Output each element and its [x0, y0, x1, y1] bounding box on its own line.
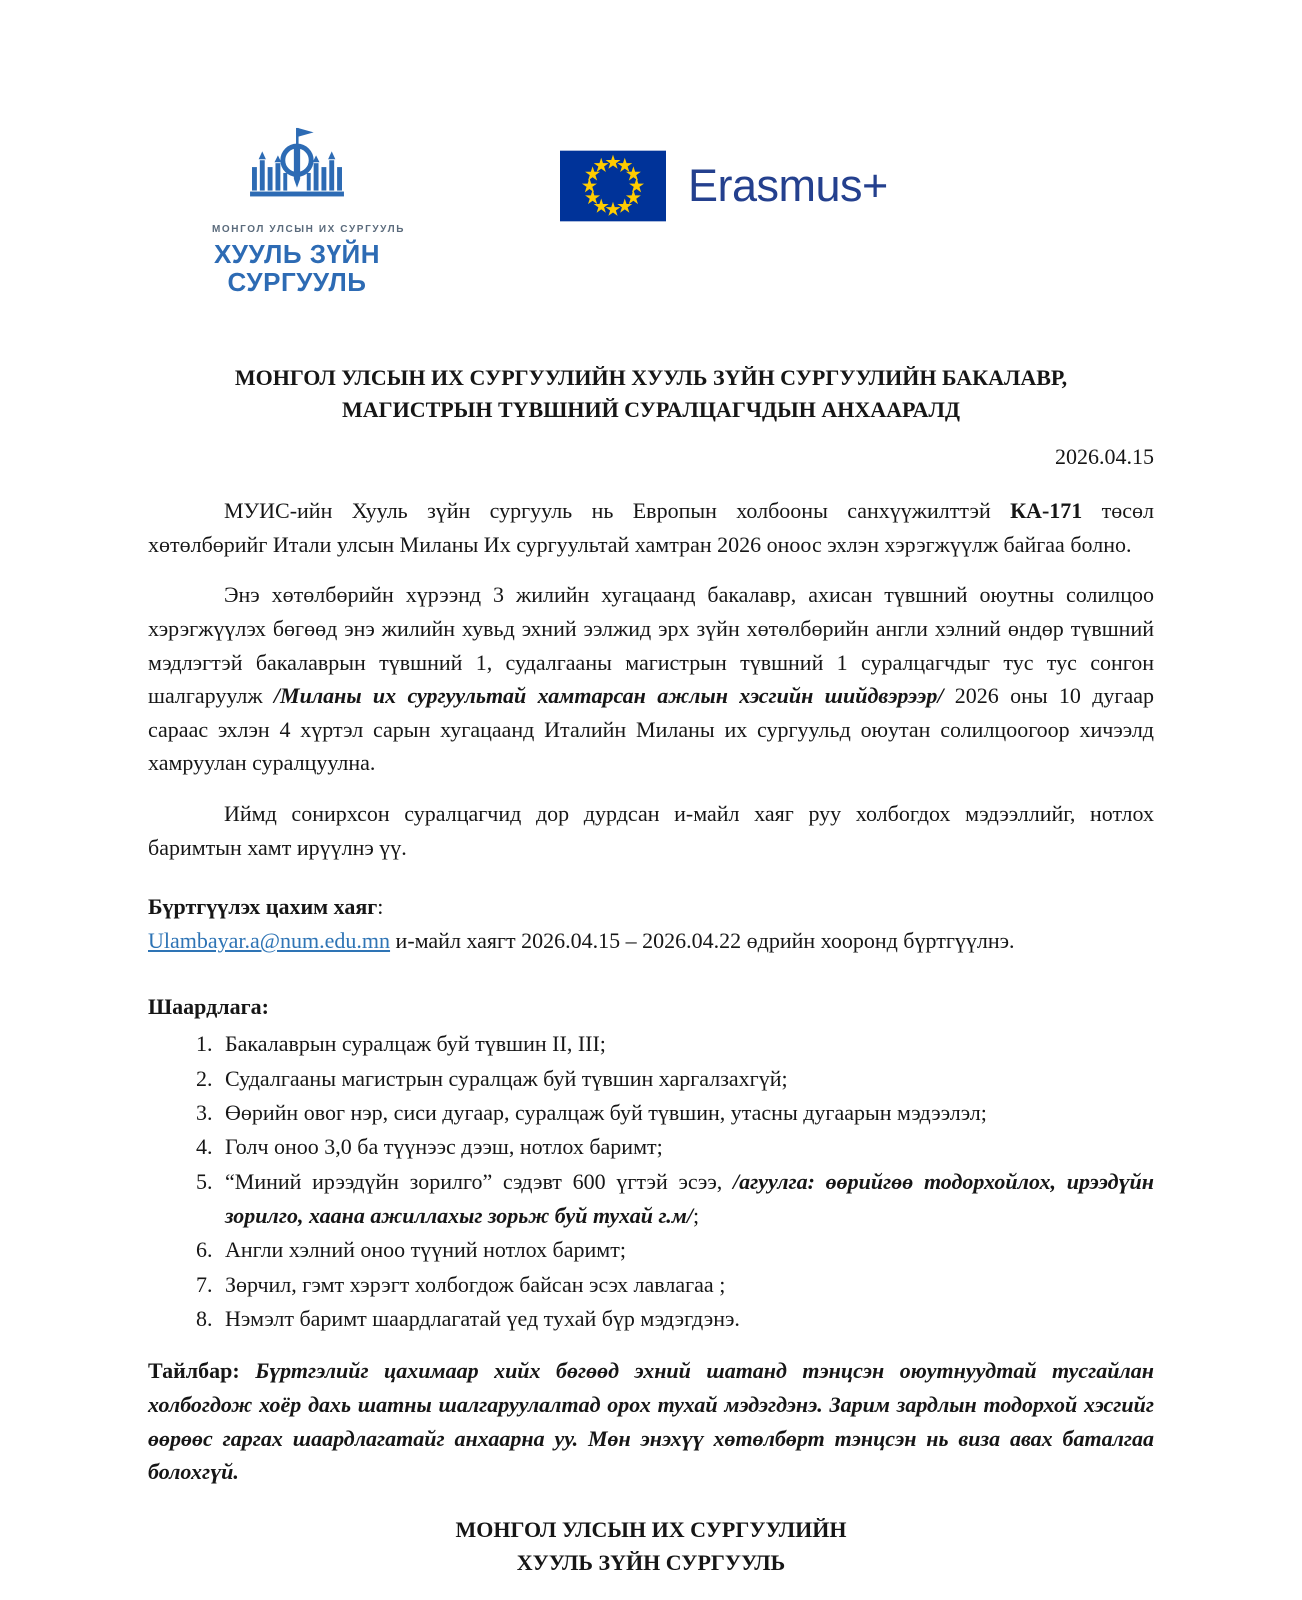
- note-paragraph: [148, 1354, 1154, 1489]
- requirement-item: [218, 1027, 1154, 1061]
- requirement-item: [218, 1302, 1154, 1336]
- document-title-line2: МАГИСТРЫН ТҮВШНИЙ СУРАЛЦАГЧДЫН АНХААРАЛД: [341, 397, 961, 423]
- registration-email-link[interactable]: Ulambayar.a@num.edu.mn: [148, 928, 391, 954]
- requirement-item-text: Нэмэлт баримт шаардлагатай үед тухай бүр мэдэгдэнэ.: [225, 1305, 740, 1331]
- erasmus-plus-logo: [560, 150, 888, 222]
- requirement-item-text: Зөрчил, гэмт хэрэгт холбогдож байсан эсэх лавлагаа ;: [225, 1271, 726, 1297]
- program-code: КА-171: [1010, 497, 1083, 523]
- registration-heading: [148, 890, 1154, 924]
- num-university-crest-icon: [238, 126, 356, 216]
- num-logo-line2: ХУУЛЬ ЗҮЙН: [213, 239, 381, 270]
- note-label: Тайлбар:: [148, 1358, 240, 1384]
- requirement-item-text: Судалгааны магистрын суралцаж буй түвшин харгалзахгүй;: [225, 1065, 788, 1091]
- num-logo-line1: МОНГОЛ УЛСЫН ИХ СУРГУУЛЬ: [212, 224, 406, 235]
- requirement-item: [218, 1130, 1154, 1164]
- document-title: [148, 362, 1154, 426]
- requirement-item-italic-text: /агуулга: өөрийгөө тодорхойлох, ирээдүйн зорилго, хаана ажиллахыг зорьж буй тухай г.м/: [225, 1168, 1154, 1228]
- erasmus-plus-wordmark: Erasmus+: [688, 159, 888, 211]
- paragraph-program-text: Энэ хөтөлбөрийн хүрээнд 3 жилийн хугацаанд бакалавр, ахисан түвшний оюутны солилцоо хэрэгжүүлэх бөгөөд энэ жилийн хувьд эхний ээлжид эрх зүйн хөтөлбөрийн англи хэлний өндөр түвшний мэдлэгтэй бакалаврын түвшний 1, судалгааны магистрын түвшний 1 суралцагчдыг тус тус сонгон шалгаруулж: [148, 582, 1154, 709]
- logos-row: [148, 126, 1154, 296]
- requirement-item: [218, 1233, 1154, 1267]
- paragraph-intro-text: МУИС-ийн Хууль зүйн сургууль нь Европын холбооны санхүүжилттэй: [224, 497, 1011, 523]
- requirement-item-text: Бакалаврын суралцаж буй түвшин II, III;: [225, 1031, 606, 1057]
- paragraph-program-details: [148, 578, 1154, 780]
- eu-flag-icon: [560, 150, 666, 222]
- registration-heading-label: Бүртгүүлэх цахим хаяг: [148, 894, 378, 920]
- footer-line2: ХУУЛЬ ЗҮЙН СУРГУУЛЬ: [516, 1549, 786, 1575]
- requirement-item: [218, 1165, 1154, 1234]
- requirement-item-text: ;: [693, 1202, 700, 1228]
- num-logo-line3: СУРГУУЛЬ: [227, 267, 367, 298]
- paragraph-program-text-after: 2026 оны 10 дугаар сараас эхлэн 4 хүртэл сарын хугацаанд Италийн Миланы их сургуульд оюутан солилцоогоор хичээлд хамруулан суралцуулна.: [148, 683, 1154, 776]
- requirement-item-text: Голч оноо 3,0 ба түүнээс дээш, нотлох баримт;: [225, 1134, 663, 1160]
- requirement-item-text: Өөрийн овог нэр, сиси дугаар, суралцаж буй түвшин, утасны дугаарын мэдээлэл;: [225, 1100, 987, 1126]
- requirement-item: [218, 1062, 1154, 1096]
- requirement-item: [218, 1096, 1154, 1130]
- paragraph-intro-text-after: төсөл хөтөлбөрийг Итали улсын Миланы Их сургуультай хамтран 2026 оноос эхлэн хэрэгжүүлж байгаа болно.: [148, 497, 1155, 557]
- working-group-decision-note: /Миланы их сургуультай хамтарсан ажлын хэсгийн шийдвэрээр/: [273, 683, 944, 709]
- registration-heading-colon: :: [377, 894, 384, 920]
- requirements-list: [148, 1027, 1154, 1336]
- paragraph-intro: [148, 494, 1154, 561]
- document-title-line1: МОНГОЛ УЛСЫН ИХ СУРГУУЛИЙН ХУУЛЬ ЗҮЙН СУРГУУЛИЙН БАКАЛАВР,: [234, 365, 1068, 391]
- document-date: 2026.04.15: [1055, 444, 1154, 470]
- requirement-item-text: “Миний ирээдүйн зорилго” сэдэвт 600 үгтэй эсээ,: [225, 1168, 734, 1194]
- requirements-heading: Шаардлага:: [148, 993, 269, 1019]
- footer-line1: МОНГОЛ УЛСЫН ИХ СУРГУУЛИЙН: [455, 1516, 847, 1542]
- requirement-item-text: Англи хэлний оноо түүний нотлох баримт;: [225, 1237, 626, 1263]
- document-footer: [148, 1513, 1154, 1579]
- registration-period-text: и-майл хаягт 2026.04.15 – 2026.04.22 өдрийн хооронд бүртгүүлнэ.: [390, 928, 1015, 954]
- registration-email-line: [148, 924, 1154, 958]
- num-university-logo: [212, 126, 406, 298]
- note-body: Бүртгэлийг цахимаар хийх бөгөөд эхний шатанд тэнцсэн оюутнуудтай тусгайлан холбогдож хоёр дахь шатны шалгаруулалтад орох тухай мэдэгдэнэ. Зарим зардлын тодорхой хэсгийг өөрөөс гаргах шаардлагатайг анхаарна уу. Мөн энэхүү хөтөлбөрт тэнцсэн нь виза авах баталгаа болохгүй.: [148, 1358, 1154, 1485]
- paragraph-call-to-action: Иймд сонирхсон суралцагчид дор дурдсан и-майл хаяг руу холбогдох мэдээллийг, нотлох баримтын хамт ирүүлнэ үү.: [148, 801, 1154, 860]
- requirement-item: [218, 1268, 1154, 1302]
